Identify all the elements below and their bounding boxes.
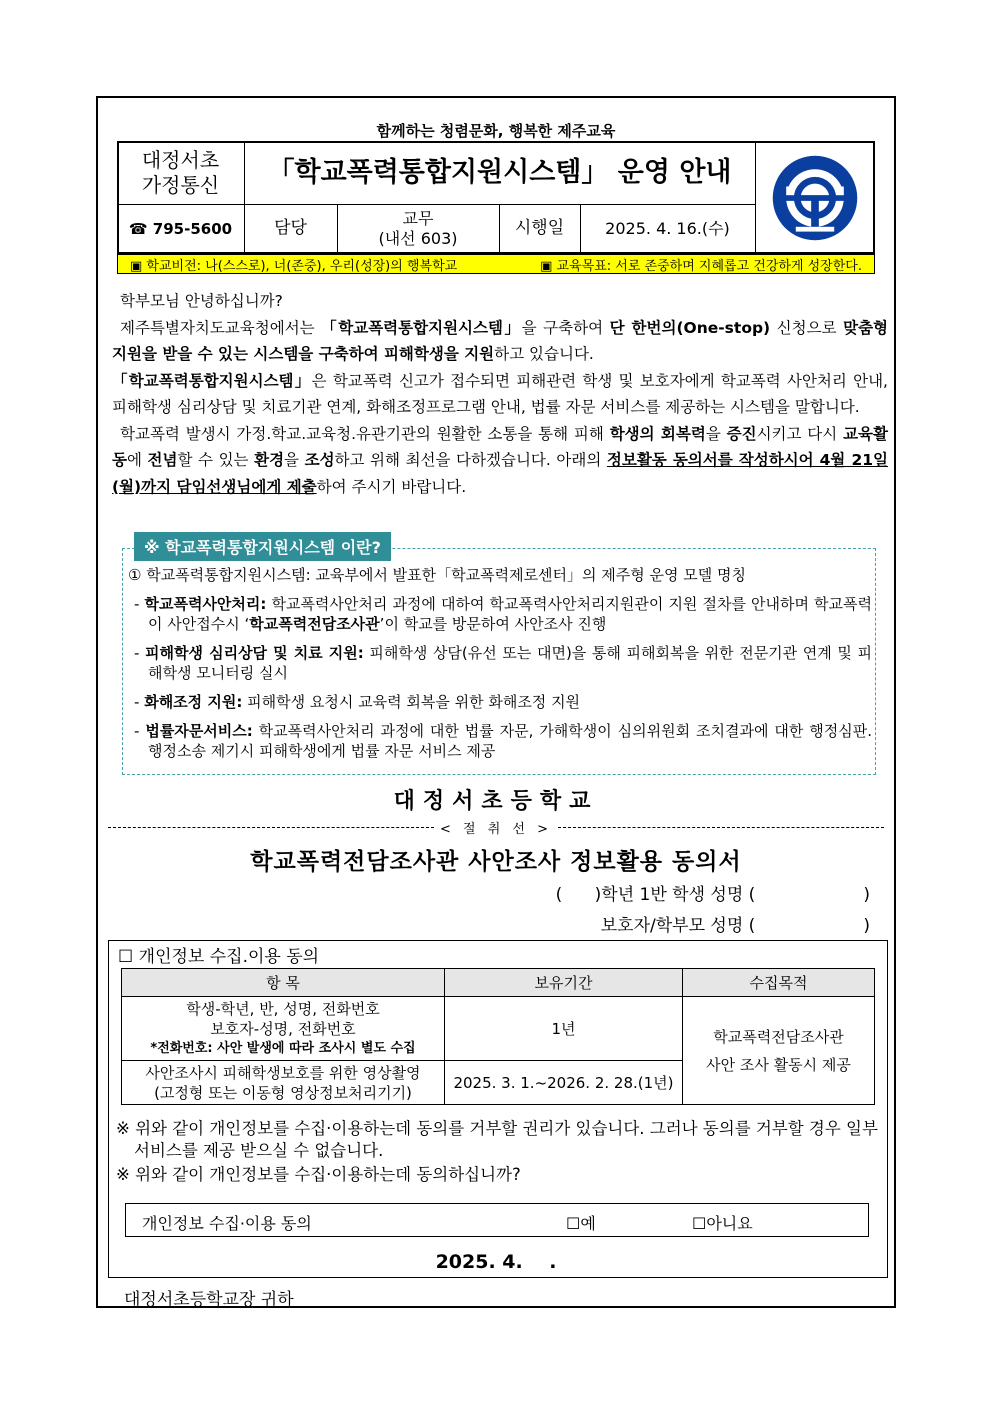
info-item-head: 법률자문서비스:: [145, 722, 253, 740]
p3-bold-4: 전념: [147, 451, 178, 469]
row1-item-line-1: 학생-학년, 반, 성명, 전화번호: [186, 999, 380, 1018]
emblem-icon: [767, 150, 863, 246]
vision-bar: [117, 254, 875, 274]
education-goal: ▣ 교육목표: 서로 존중하며 지혜롭고 건강하게 성장한다.: [540, 258, 862, 274]
p3-bold-5: 환경: [254, 451, 285, 469]
row2-period: 2025. 3. 1.~2026. 2. 28.(1년): [445, 1061, 683, 1105]
row1-period: 1년: [445, 997, 683, 1061]
p3-text-2: 을: [705, 424, 727, 443]
school-emblem-logo: [755, 141, 875, 254]
consent-date: 2025. 4. .: [435, 1251, 557, 1273]
info-item-text-2: ’이 학교를 방문하여 사안조사 진행: [379, 615, 607, 633]
p1-system-name: 「학교폭력통합지원시스템」: [321, 318, 522, 337]
row2-item-line-1: 사안조사시 피해학생보호를 위한 영상촬영: [145, 1063, 421, 1082]
p3-text-1: 학교폭력 발생시 가정.학교.교육청.유관기관의 원활한 소통을 통해 피해: [120, 424, 610, 443]
parent-name-field[interactable]: 보호자/학부모 성명 ( ): [600, 916, 870, 936]
header-purpose: 수집목적: [683, 969, 875, 997]
p2-text: 은 학교폭력 신고가 접수되면 피해관련 학생 및 보호자에게 학교폭력 사안처리 안내, 피해학생 심리상담 및 치료기관 연계, 화해조정프로그램 안내, 법률 자문 서비스를 제공하는 시스템을 말합니다.: [112, 371, 888, 416]
cut-line-dash-left: [108, 827, 434, 828]
cut-line-label: < 절 취 선 >: [440, 822, 552, 837]
p3-text-7: 하고 위해 최선을 다하겠습니다. 아래의: [334, 451, 607, 469]
addressee: 대정서초등학교장 귀하: [124, 1290, 294, 1310]
p1-one-stop: 단 한번의(One-stop): [609, 318, 771, 337]
info-item-head: 화해조정 지원:: [144, 693, 243, 711]
info-item-head: 피해학생 심리상담 및 치료 지원:: [145, 644, 364, 662]
info-box-title: ※ 학교폭력통합지원시스템 이란?: [134, 532, 391, 561]
info-item-text: 피해학생 상담(유선 또는 대면)을 통해 피해회복을 위한 전문기관 연계 및 피해학생 모니터링 실시: [148, 644, 872, 682]
student-name-field[interactable]: ( )학년 1반 학생 성명 ( ): [555, 885, 870, 905]
agree-label: 개인정보 수집·이용 동의: [142, 1214, 312, 1233]
bullet-dash: -: [134, 644, 140, 662]
effective-label: 시행일: [514, 218, 565, 239]
row2-item: [122, 1061, 445, 1105]
agree-no-checkbox[interactable]: ☐아니요: [692, 1214, 753, 1233]
table-row: [122, 997, 875, 1061]
p3-deadline: 정보활동 동의서를 작성하시어 4월 21일(월)까지 담임선생님에게 제출: [112, 451, 888, 496]
row1-note: *전화번호: 사안 발생에 따라 조사시 별도 수집: [150, 1040, 416, 1056]
p3-text-6: 을: [284, 451, 305, 469]
info-item-bold: 학교폭력전담조사관: [249, 615, 380, 633]
p3-bold-2: 증진: [726, 424, 757, 443]
info-item-head: 학교폭력사안처리:: [144, 595, 267, 613]
row1-item: [122, 997, 445, 1061]
cut-line-dash-right: [558, 827, 884, 828]
info-box-body: [126, 565, 872, 761]
document-title: 「학교폭력통합지원시스템」 운영 안내: [267, 156, 732, 188]
p1-text-2: 을 구축하여: [521, 318, 610, 337]
effective-date: 2025. 4. 16.(수): [605, 219, 730, 238]
motto: 함께하는 청렴문화, 행복한 제주교육: [376, 122, 616, 140]
info-item-legal: [126, 721, 872, 761]
department-name: 교무: [402, 209, 434, 228]
agree-box: [125, 1203, 869, 1237]
department-extension: (내선 603): [378, 229, 458, 248]
p1-emphasis: 맞춤형 지원을 받을 수 있는 시스템을 구축하여 피해학생을 지원: [112, 318, 889, 363]
info-item-text: 학교폭력사안처리 과정에 대한 법률 자문, 가해학생이 심의위원회 조치결과에 대한 행정심판.행정소송 제기시 피해학생에게 법률 자문 서비스 제공: [148, 722, 872, 760]
header-period: 보유기간: [445, 969, 683, 997]
info-item-counseling: [126, 643, 872, 683]
newsletter-label: [117, 141, 244, 204]
purpose-line-2: 사안 조사 활동시 제공: [706, 1055, 851, 1074]
paragraph-3: [112, 421, 888, 501]
row1-item-line-2: 보호자-성명, 전화번호: [210, 1019, 356, 1038]
newsletter-line-1: 대정서초: [141, 147, 220, 172]
p3-text-8: 하여 주시기 바랍니다.: [316, 477, 467, 496]
purpose-line-1: 학교폭력전담조사관: [713, 1027, 844, 1046]
p3-text-3: 시키고 다시: [756, 424, 844, 443]
p2-system-name: 「학교폭력통합지원시스템」: [112, 371, 312, 390]
school-name: 대정서초등학교: [393, 789, 599, 814]
table-header-row: [122, 969, 875, 997]
p3-bold-6: 조성: [304, 451, 335, 469]
info-item-text: 피해학생 요청시 교육력 회복을 위한 화해조정 지원: [242, 693, 581, 711]
paragraph-1: [112, 315, 888, 368]
newsletter-line-2: 가정통신: [141, 172, 220, 197]
greeting: 학부모님 안녕하십니까?: [120, 292, 283, 310]
bullet-dash: -: [134, 595, 140, 613]
cut-line: [108, 818, 884, 837]
phone-number: ☎ 795-5600: [128, 219, 233, 238]
p3-text-5: 할 수 있는: [177, 451, 255, 469]
p1-text-1: 제주특별자치도교육청에서는: [120, 318, 322, 337]
personal-info-table: [121, 968, 875, 1105]
consent-title: 학교폭력전담조사관 사안조사 정보활용 동의서: [250, 849, 742, 875]
purpose-cell: [683, 997, 875, 1105]
refusal-notice: ※ 위와 같이 개인정보를 수집·이용하는데 동의를 거부할 권리가 있습니다. 그러나 동의를 거부할 경우 일부 서비스를 제공 받으실 수 없습니다.: [116, 1119, 878, 1160]
info-item-text: 학교폭력사안처리 과정에 대하여 학교폭력사안처리지원관이 지원 절차를 안내하며 학교폭력이 사안접수시 ‘: [148, 595, 872, 633]
paragraph-2: [112, 368, 888, 421]
consent-section-title: ☐ 개인정보 수집.이용 동의: [118, 947, 320, 967]
p3-text-4: 에: [126, 451, 148, 469]
info-intro: ① 학교폭력통합지원시스템: 교육부에서 발표한「학교폭력제로센터」의 제주형 운영 모델 명칭: [128, 566, 747, 584]
info-item-mediation: [126, 692, 872, 712]
consent-question: ※ 위와 같이 개인정보를 수집·이용하는데 동의하십니까?: [116, 1165, 521, 1184]
p1-text-3: 신청으로: [770, 318, 844, 337]
p3-bold-3: 교육활동: [112, 424, 888, 469]
manager-label: 담당: [274, 218, 307, 239]
letter-body: [112, 288, 888, 500]
bullet-dash: -: [134, 722, 140, 740]
school-vision: ▣ 학교비전: 나(스스로), 너(존중), 우리(성장)의 행복학교: [130, 258, 458, 274]
p3-bold-1: 학생의 회복력: [609, 424, 706, 443]
bullet-dash: -: [134, 693, 140, 711]
header-item: 항 목: [122, 969, 445, 997]
department: [337, 204, 499, 254]
agree-yes-checkbox[interactable]: ☐예: [566, 1214, 596, 1233]
info-item-case-handling: [126, 594, 872, 634]
row2-item-line-2: (고정형 또는 이동형 영상정보처리기기): [154, 1083, 412, 1102]
p1-text-4: 하고 있습니다.: [494, 345, 594, 363]
